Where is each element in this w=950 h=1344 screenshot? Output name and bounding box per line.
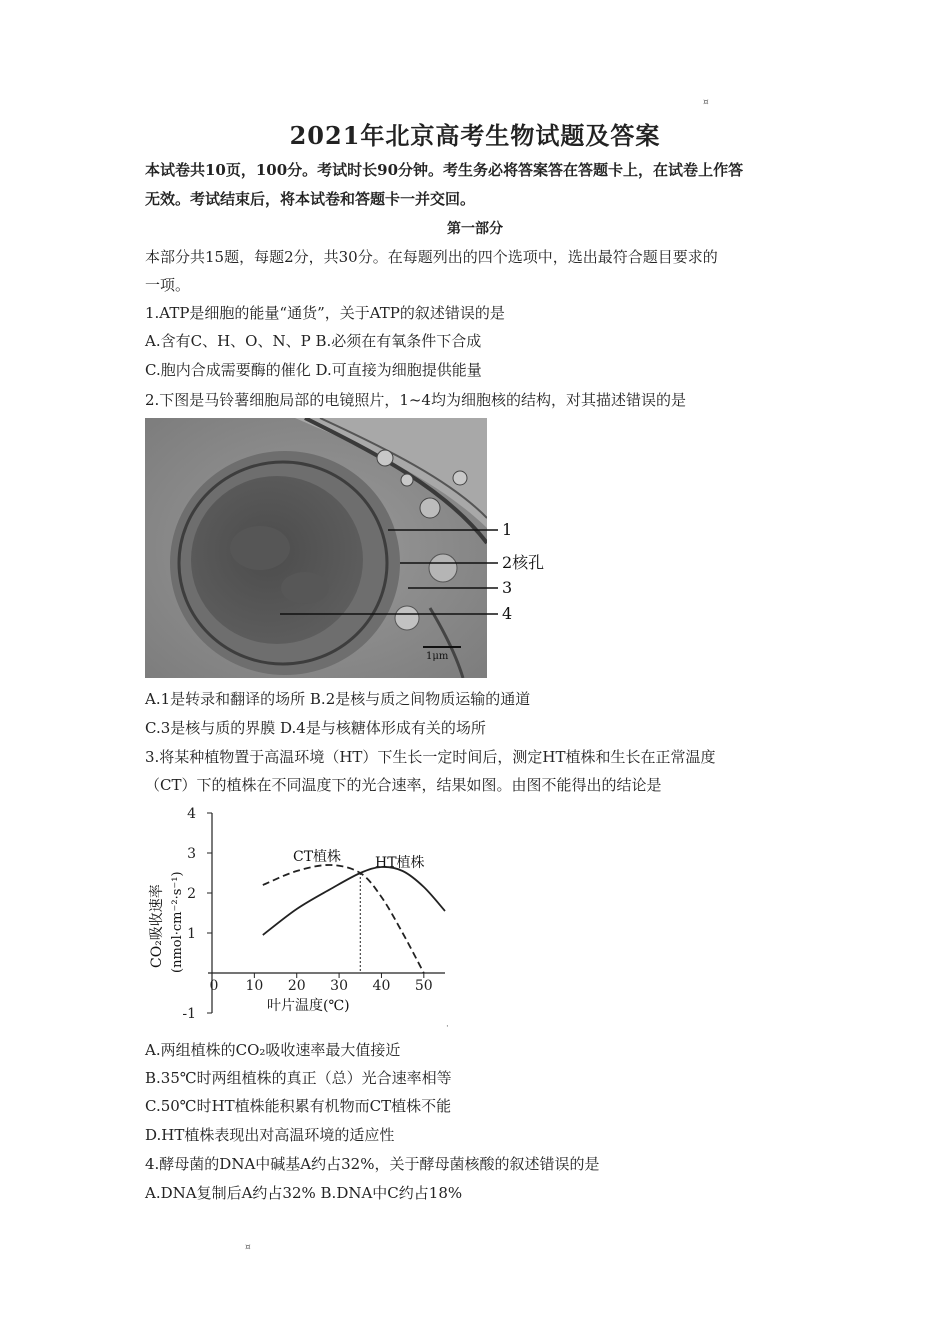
q1-stem: 1.ATP是细胞的能量“通货”，关于ATP的叙述错误的是 (145, 304, 505, 322)
label-2-nuclear-pore: 2核孔 (502, 553, 545, 572)
label-1: 1 (502, 520, 513, 539)
legend-ct: CT植株 (293, 849, 342, 865)
y-tick-label: 2 (187, 886, 196, 902)
part-desc-line-1: 本部分共15题，每题2分，共30分。在每题列出的四个选项中，选出最符合题目要求的 (145, 248, 718, 266)
q1-options-cd: C.胞内合成需要酶的催化 D.可直接为细胞提供能量 (145, 361, 482, 379)
chart-mark: · (446, 1022, 449, 1032)
footer-mark: ¤ (245, 1243, 251, 1253)
q3-stem-1: 3.将某种植物置于高温环境（HT）下生长一定时间后，测定HT植株和生长在正常温度 (145, 748, 716, 766)
intro-line-2: 无效。考试结束后，将本试卷和答题卡一并交回。 (145, 190, 476, 208)
x-tick-label: 0 (209, 978, 219, 994)
page-title: 2021年北京高考生物试题及答案 (289, 121, 661, 150)
ht-series-line (263, 867, 445, 935)
q2-stem: 2.下图是马铃薯细胞局部的电镜照片，1~4均为细胞核的结构，对其描述错误的是 (145, 391, 686, 409)
part-title: 第一部分 (447, 221, 503, 237)
y-axis-label: CO₂吸收速率 (149, 884, 165, 968)
intro-line-1: 本试卷共10页，100分。考试时长90分钟。考生务必将答案答在答题卡上，在试卷上作答 (145, 161, 744, 179)
q4-stem: 4.酵母菌的DNA中碱基A约占32%，关于酵母菌核酸的叙述错误的是 (145, 1155, 600, 1173)
q3-option-a: A.两组植株的CO₂吸收速率最大值接近 (145, 1041, 401, 1059)
y-tick-label: 1 (187, 926, 196, 942)
label-4: 4 (502, 604, 513, 623)
scale-bar-label: 1μm (426, 651, 449, 662)
x-tick-label: 50 (414, 978, 433, 994)
x-axis-label: 叶片温度(℃) (267, 998, 350, 1014)
chart-ticks (182, 806, 432, 1022)
q2-options-ab: A.1是转录和翻译的场所 B.2是核与质之间物质运输的通道 (145, 690, 531, 708)
chart-axes (208, 813, 445, 1013)
q4-options-ab: A.DNA复制后A约占32% B.DNA中C约占18% (145, 1184, 463, 1202)
q3-option-b: B.35℃时两组植株的真正（总）光合速率相等 (145, 1069, 452, 1087)
q2-options-cd: C.3是核与质的界膜 D.4是与核糖体形成有关的场所 (145, 719, 486, 737)
page-mark: ¤ (703, 98, 709, 108)
q3-option-c: C.50℃时HT植株能积累有机物而CT植株不能 (145, 1097, 452, 1115)
y-tick-label: -1 (182, 1006, 196, 1022)
x-tick-label: 10 (245, 978, 264, 994)
part-desc-line-2: 一项。 (145, 276, 191, 294)
legend-ht: HT植株 (375, 855, 425, 871)
x-tick-label: 40 (372, 978, 391, 994)
photosynthesis-chart (145, 803, 455, 1028)
x-tick-label: 30 (330, 978, 349, 994)
micrograph-labels (240, 515, 560, 635)
y-tick-label: 4 (187, 806, 196, 822)
y-axis-unit: (nmol·cm⁻²·s⁻¹) (170, 871, 185, 973)
label-3: 3 (502, 578, 513, 597)
chart-series (263, 865, 445, 973)
x-tick-label: 20 (287, 978, 306, 994)
q3-option-d: D.HT植株表现出对高温环境的适应性 (145, 1126, 395, 1144)
y-tick-label: 3 (187, 846, 196, 862)
q1-options-ab: A.含有C、H、O、N、P B.必须在有氧条件下合成 (145, 332, 482, 350)
q3-stem-2: （CT）下的植株在不同温度下的光合速率，结果如图。由图不能得出的结论是 (145, 776, 662, 794)
